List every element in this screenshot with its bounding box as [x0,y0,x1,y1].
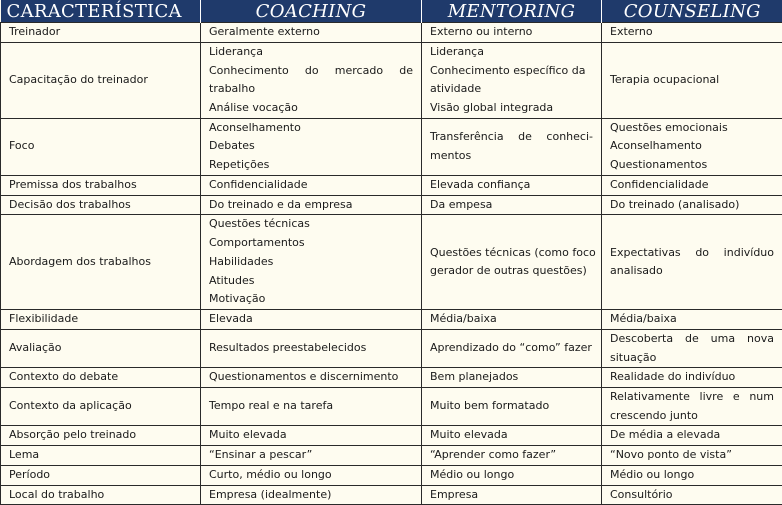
mentoring-cell [422,446,602,466]
cell-line: Comportamentos [209,234,413,253]
table-row [1,426,782,446]
counseling-cell [602,329,782,367]
cell-line: Debates [209,137,413,156]
cell-line: Empresa (idealmente) [209,486,413,505]
cell-line: Questionamentos [610,156,774,175]
table-row [1,388,782,426]
table-row [1,195,782,215]
characteristic-cell: Capacitação do treinador [1,42,201,118]
cell-line: Do treinado e da empresa [209,196,413,215]
counseling-cell [602,175,782,195]
cell-line: Resultados preestabelecidos [209,339,413,358]
header-coaching: COACHING [201,0,422,23]
counseling-cell [602,368,782,388]
header-row [1,0,782,23]
coaching-cell [201,465,422,485]
cell-line: Questões técnicas (como foco [430,244,593,263]
table-row [1,446,782,466]
mentoring-cell [422,175,602,195]
coaching-cell [201,23,422,43]
mentoring-cell [422,426,602,446]
cell-line: Confidencialidade [610,176,774,195]
characteristic-cell: Foco [1,118,201,175]
mentoring-cell [422,485,602,505]
cell-line: De média a elevada [610,426,774,445]
counseling-cell [602,118,782,175]
counseling-cell [602,215,782,310]
cell-line: Muito elevada [430,426,593,445]
coaching-cell [201,215,422,310]
characteristic-cell: Local do trabalho [1,485,201,505]
mentoring-cell [422,215,602,310]
cell-line: “Novo ponto de vista” [610,446,774,465]
cell-line: Conhecimento específico da [430,62,593,81]
table-row [1,215,782,310]
coaching-cell [201,310,422,330]
cell-line: Análise vocação [209,99,413,118]
cell-line: Transferência de conheci- [430,128,593,147]
mentoring-cell [422,42,602,118]
mentoring-cell [422,465,602,485]
coaching-cell [201,426,422,446]
cell-line: Questões emocionais [610,119,774,138]
characteristic-cell: Contexto do debate [1,368,201,388]
cell-line: Médio ou longo [430,466,593,485]
characteristic-cell: Flexibilidade [1,310,201,330]
cell-line: Confidencialidade [209,176,413,195]
cell-line: Média/baixa [430,310,593,329]
cell-line: Aconselhamento [610,137,774,156]
characteristic-cell: Treinador [1,23,201,43]
cell-line: atividade [430,80,593,99]
cell-line: Questionamentos e discernimento [209,368,413,387]
cell-line: Aprendizado do “como” fazer [430,339,593,358]
cell-line: trabalho [209,80,413,99]
cell-line: Expectativas do indivíduo [610,244,774,263]
cell-line: Habilidades [209,253,413,272]
cell-line: Realidade do indivíduo [610,368,774,387]
characteristic-cell: Contexto da aplicação [1,388,201,426]
cell-line: Terapia ocupacional [610,71,774,90]
table-row [1,175,782,195]
header-counseling: COUNSELING [602,0,782,23]
header-mentoring: MENTORING [422,0,602,23]
cell-line: Empresa [430,486,593,505]
coaching-cell [201,329,422,367]
coaching-cell [201,368,422,388]
cell-line: Do treinado (analisado) [610,196,774,215]
cell-line: situação [610,349,774,368]
coaching-cell [201,195,422,215]
cell-line: Elevada confiança [430,176,593,195]
cell-line: Externo [610,23,774,42]
table-row [1,485,782,505]
mentoring-cell [422,368,602,388]
mentoring-cell [422,388,602,426]
cell-line: Motivação [209,290,413,309]
cell-line: Externo ou interno [430,23,593,42]
counseling-cell [602,446,782,466]
coaching-cell [201,388,422,426]
table-row [1,118,782,175]
characteristic-cell: Avaliação [1,329,201,367]
cell-line: “Ensinar a pescar” [209,446,413,465]
table-row [1,368,782,388]
counseling-cell [602,388,782,426]
cell-line: Aconselhamento [209,119,413,138]
counseling-cell [602,42,782,118]
cell-line: Tempo real e na tarefa [209,397,413,416]
characteristic-cell: Decisão dos trabalhos [1,195,201,215]
cell-line: crescendo junto [610,407,774,426]
table-body [1,23,782,505]
counseling-cell [602,310,782,330]
mentoring-cell [422,310,602,330]
cell-line: Questões técnicas [209,215,413,234]
table-row [1,310,782,330]
cell-line: Médio ou longo [610,466,774,485]
mentoring-cell [422,23,602,43]
characteristic-cell: Premissa dos trabalhos [1,175,201,195]
cell-line: Bem planejados [430,368,593,387]
cell-line: Relativamente livre e num [610,388,774,407]
cell-line: Atitudes [209,272,413,291]
mentoring-cell [422,118,602,175]
cell-line: Liderança [430,43,593,62]
mentoring-cell [422,195,602,215]
table-row [1,329,782,367]
cell-line: analisado [610,262,774,281]
cell-line: Curto, médio ou longo [209,466,413,485]
counseling-cell [602,465,782,485]
cell-line: mentos [430,147,593,166]
cell-line: Muito bem formatado [430,397,593,416]
cell-line: Conhecimento do mercado de [209,62,413,81]
mentoring-cell [422,329,602,367]
cell-line: Descoberta de uma nova [610,330,774,349]
counseling-cell [602,485,782,505]
characteristic-cell: Abordagem dos trabalhos [1,215,201,310]
cell-line: Repetições [209,156,413,175]
coaching-cell [201,118,422,175]
counseling-cell [602,426,782,446]
counseling-cell [602,23,782,43]
characteristic-cell: Lema [1,446,201,466]
cell-line: gerador de outras questões) [430,262,593,281]
cell-line: Visão global integrada [430,99,593,118]
table-row [1,465,782,485]
cell-line: Muito elevada [209,426,413,445]
characteristic-cell: Período [1,465,201,485]
cell-line: Liderança [209,43,413,62]
cell-line: Consultório [610,486,774,505]
cell-line: Média/baixa [610,310,774,329]
cell-line: Geralmente externo [209,23,413,42]
cell-line: Da empesa [430,196,593,215]
coaching-cell [201,485,422,505]
table-row [1,23,782,43]
coaching-cell [201,175,422,195]
table-row [1,42,782,118]
cell-line: “Aprender como fazer” [430,446,593,465]
coaching-cell [201,42,422,118]
counseling-cell [602,195,782,215]
characteristic-cell: Absorção pelo treinado [1,426,201,446]
header-caracteristica: CARACTERÍSTICA [1,0,201,23]
coaching-cell [201,446,422,466]
cell-line: Elevada [209,310,413,329]
